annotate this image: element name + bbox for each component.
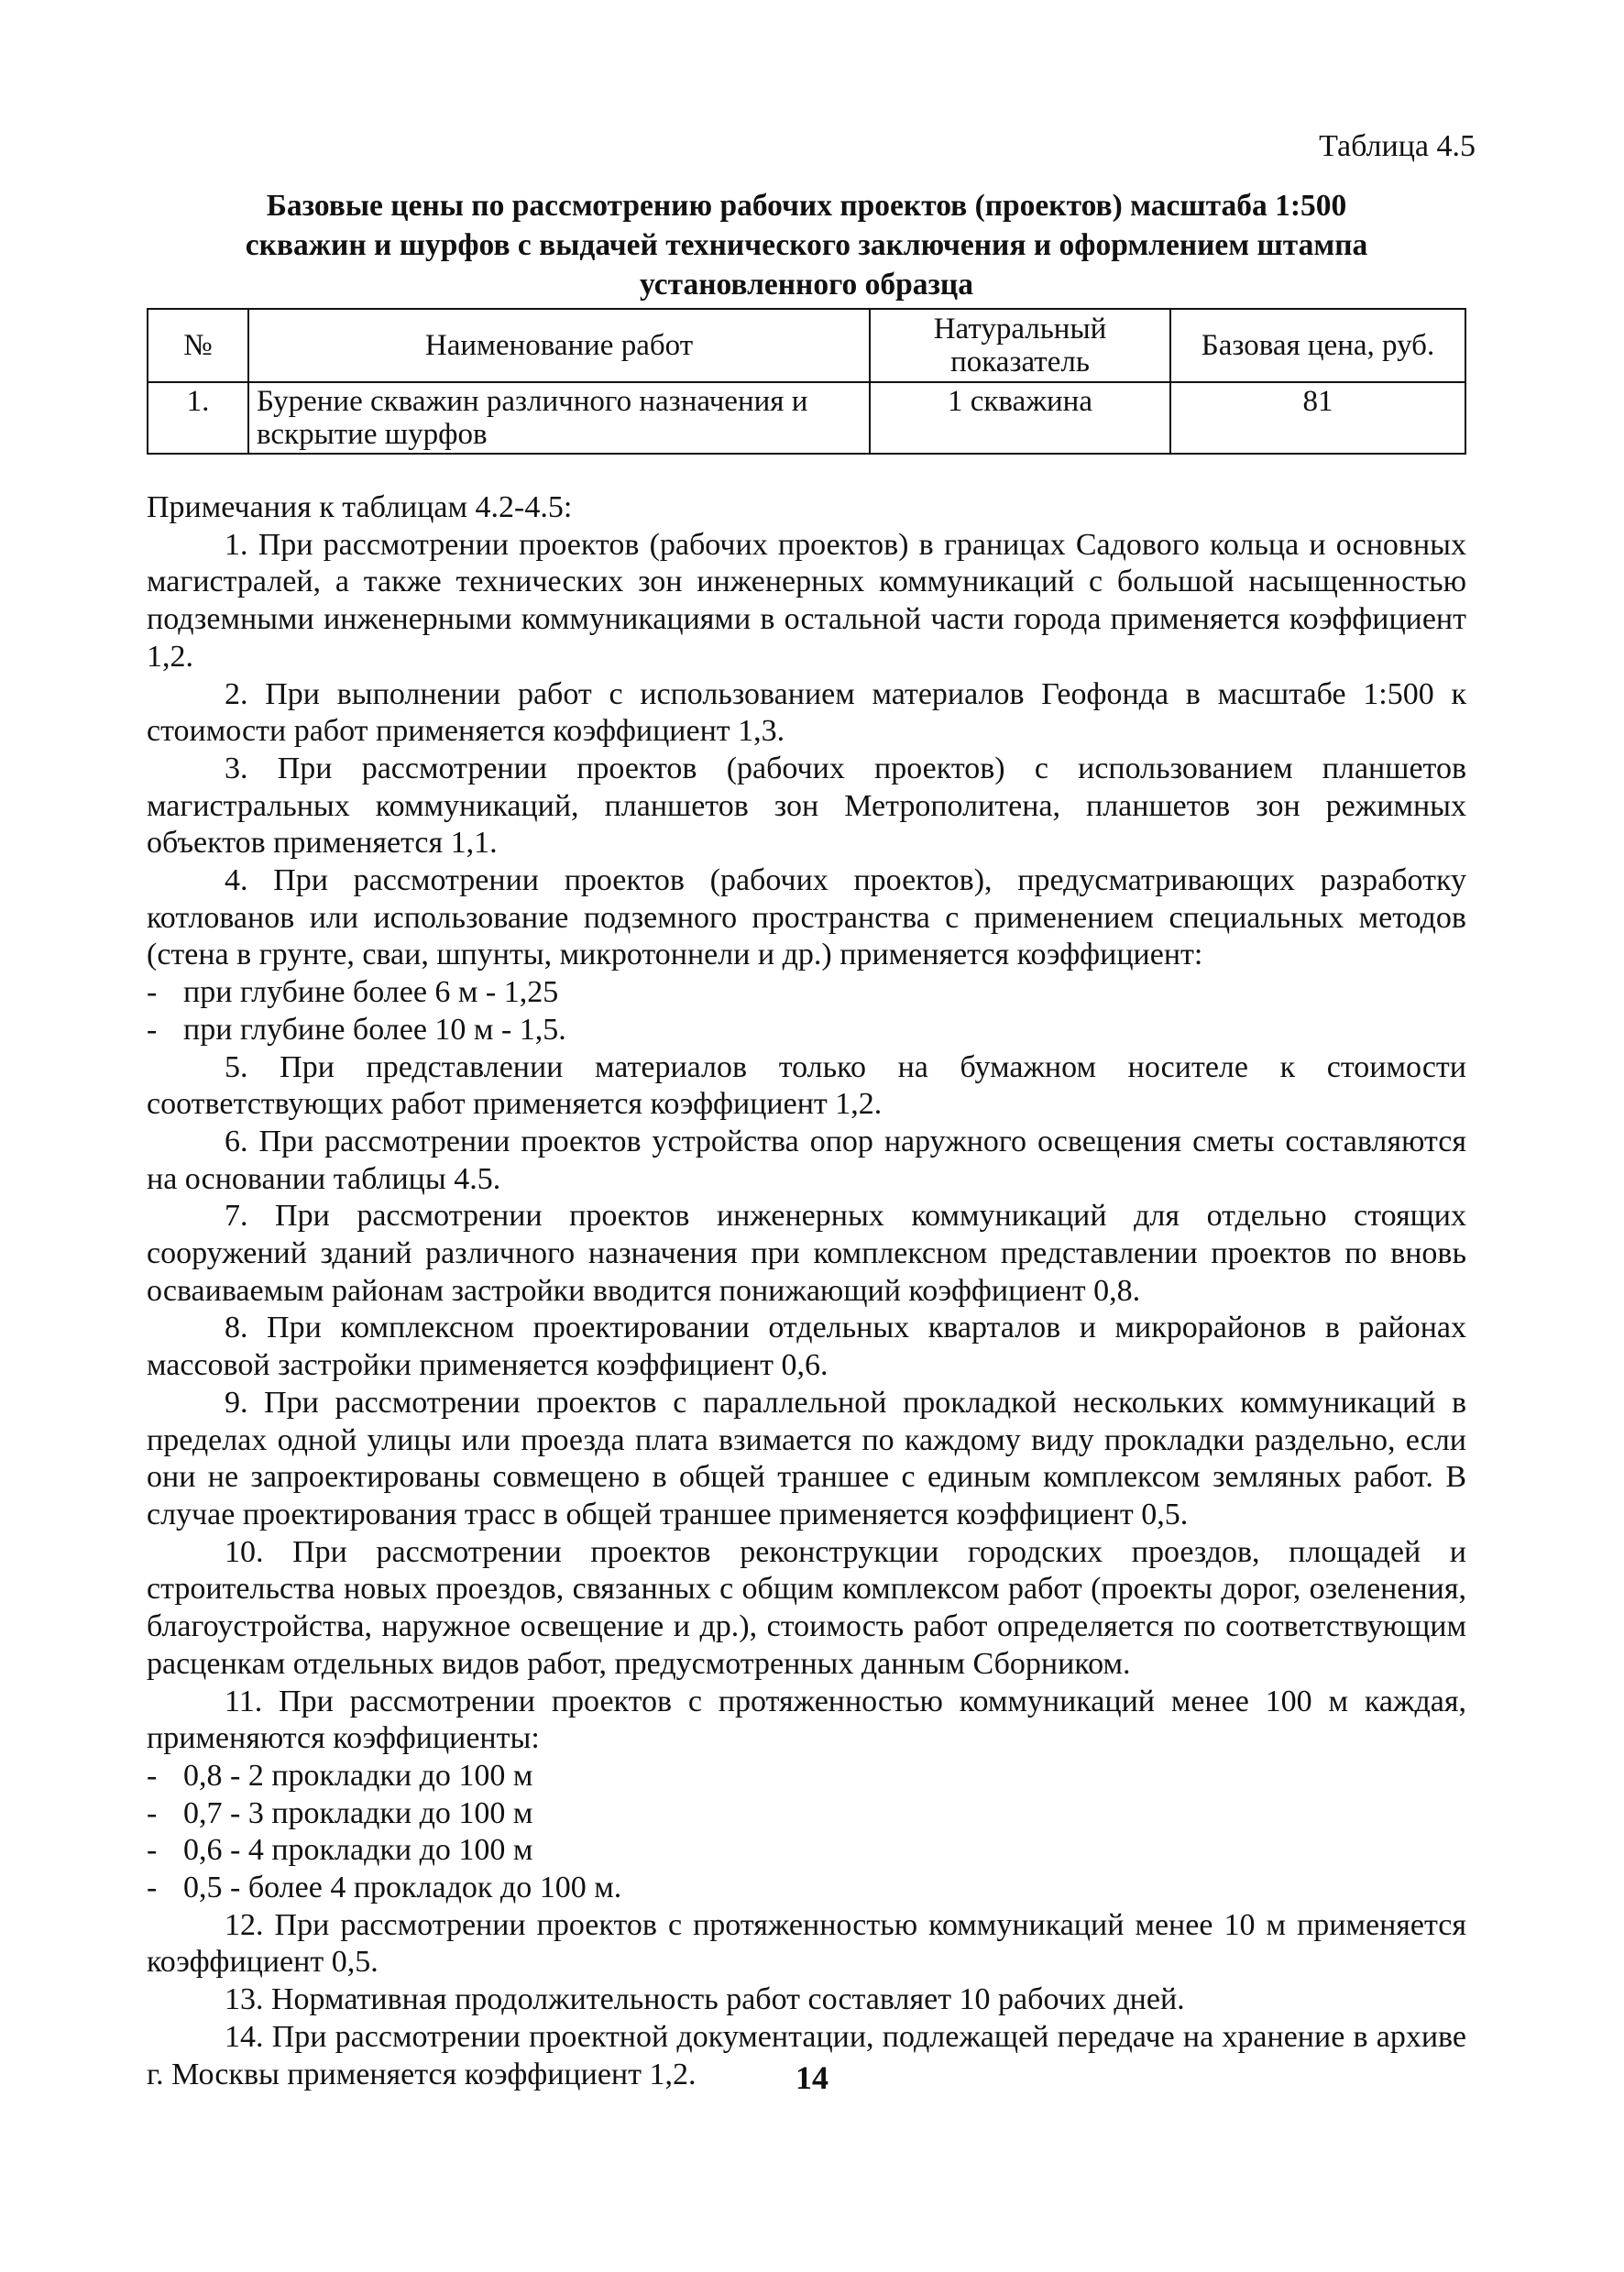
note-item: 1. При рассмотрении проектов (рабочих проектов) в границах Садового кольца и основных магистралей, а также технических зон инженерных коммуникаций с большой насыщенностью подземными инженерными коммуникациями в остальной части города применяется коэффициент 1,2.	[147, 527, 1466, 674]
caption-line: установленного образца	[640, 268, 973, 302]
note-item: 10. При рассмотрении проектов реконструкции городских проездов, площадей и строительства новых проездов, связанных с общим комплексом работ (проекты дорог, озеленения, благоустройства, наружное освещение и др.), стоимость работ определяется по соответствующим расценкам отдельных видов работ, предусмотренных данным Сборником.	[147, 1534, 1466, 1681]
page-number: 14	[796, 2059, 828, 2096]
note-subitem: - 0,7 - 3 прокладки до 100 м	[147, 1795, 1466, 1833]
header-number: №	[148, 309, 248, 382]
header-work-name: Наименование работ	[248, 309, 870, 382]
table-number: Таблица 4.5	[1319, 129, 1476, 163]
note-item: 7. При рассмотрении проектов инженерных коммуникаций для отдельно стоящих сооружений зданий различного назначения при комплексном представлении проектов по вновь осваиваемым районам застройки вводится понижающий коэффициент 0,8.	[147, 1199, 1466, 1308]
notes-heading: Примечания к таблицам 4.2-4.5:	[147, 490, 573, 524]
note-subitem: - 0,6 - 4 прокладки до 100 м	[147, 1832, 1466, 1870]
cell-base-price: 81	[1170, 382, 1465, 454]
note-subitem: - при глубине более 6 м - 1,25	[147, 974, 1466, 1012]
notes-section	[147, 489, 1466, 2093]
note-item: 14. При рассмотрении проектной документации, подлежащей передаче на хранение в архиве г. Москвы применяется коэффициент 1,2.	[147, 2019, 1466, 2091]
note-item: 11. При рассмотрении проектов с протяженностью коммуникаций менее 100 м каждая, применяются коэффициенты:	[147, 1684, 1466, 1756]
cell-number: 1.	[148, 382, 248, 454]
table-row	[148, 382, 1465, 454]
header-natural-indicator: Натуральный показатель	[870, 309, 1170, 382]
note-item: 6. При рассмотрении проектов устройства опор наружного освещения сметы составляются на основании таблицы 4.5.	[147, 1124, 1466, 1196]
header-base-price: Базовая цена, руб.	[1170, 309, 1465, 382]
table-header-row	[148, 309, 1465, 382]
caption-line: скважин и шурфов с выдачей технического заключения и оформлением штампа	[245, 228, 1368, 262]
caption-line: Базовые цены по рассмотрению рабочих проектов (проектов) масштаба 1:500	[266, 189, 1347, 223]
note-subitem: - 0,8 - 2 прокладки до 100 м	[147, 1758, 1466, 1795]
note-item: 2. При выполнении работ с использованием материалов Геофонда в масштабе 1:500 к стоимости работ применяется коэффициент 1,3.	[147, 676, 1466, 749]
note-subitem: - 0,5 - более 4 прокладок до 100 м.	[147, 1870, 1466, 1907]
note-subitem: - при глубине более 10 м - 1,5.	[147, 1012, 1466, 1049]
note-item: 8. При комплексном проектировании отдельных кварталов и микрорайонов в районах массовой застройки применяется коэффициент 0,6.	[147, 1311, 1466, 1383]
cell-work-name: Бурение скважин различного назначения и вскрытие шурфов	[248, 382, 870, 454]
note-item: 9. При рассмотрении проектов с параллельной прокладкой нескольких коммуникаций в пределах одной улицы или проезда плата взимается по каждому виду прокладки раздельно, если они не запроектированы совмещено в общей траншее с единым комплексом земляных работ. В случае проектирования трасс в общей траншее применяется коэффициент 0,5.	[147, 1385, 1466, 1531]
note-item: 13. Нормативная продолжительность работ составляет 10 рабочих дней.	[225, 1982, 1185, 2017]
price-table	[147, 308, 1466, 455]
note-item: 12. При рассмотрении проектов с протяженностью коммуникаций менее 10 м применяется коэффициент 0,5.	[147, 1907, 1466, 1980]
note-item: 4. При рассмотрении проектов (рабочих проектов), предусматривающих разработку котлованов или использование подземного пространства с применением специальных методов (стена в грунте, сваи, шпунты, микротоннели и др.) применяется коэффициент:	[147, 863, 1466, 972]
cell-natural-indicator: 1 скважина	[870, 382, 1170, 454]
note-item: 3. При рассмотрении проектов (рабочих проектов) с использованием планшетов магистральных коммуникаций, планшетов зон Метрополитена, планшетов зон режимных объектов применяется 1,1.	[147, 751, 1466, 861]
table-caption	[147, 186, 1466, 304]
note-item: 5. При представлении материалов только на бумажном носителе к стоимости соответствующих работ применяется коэффициент 1,2.	[147, 1049, 1466, 1122]
